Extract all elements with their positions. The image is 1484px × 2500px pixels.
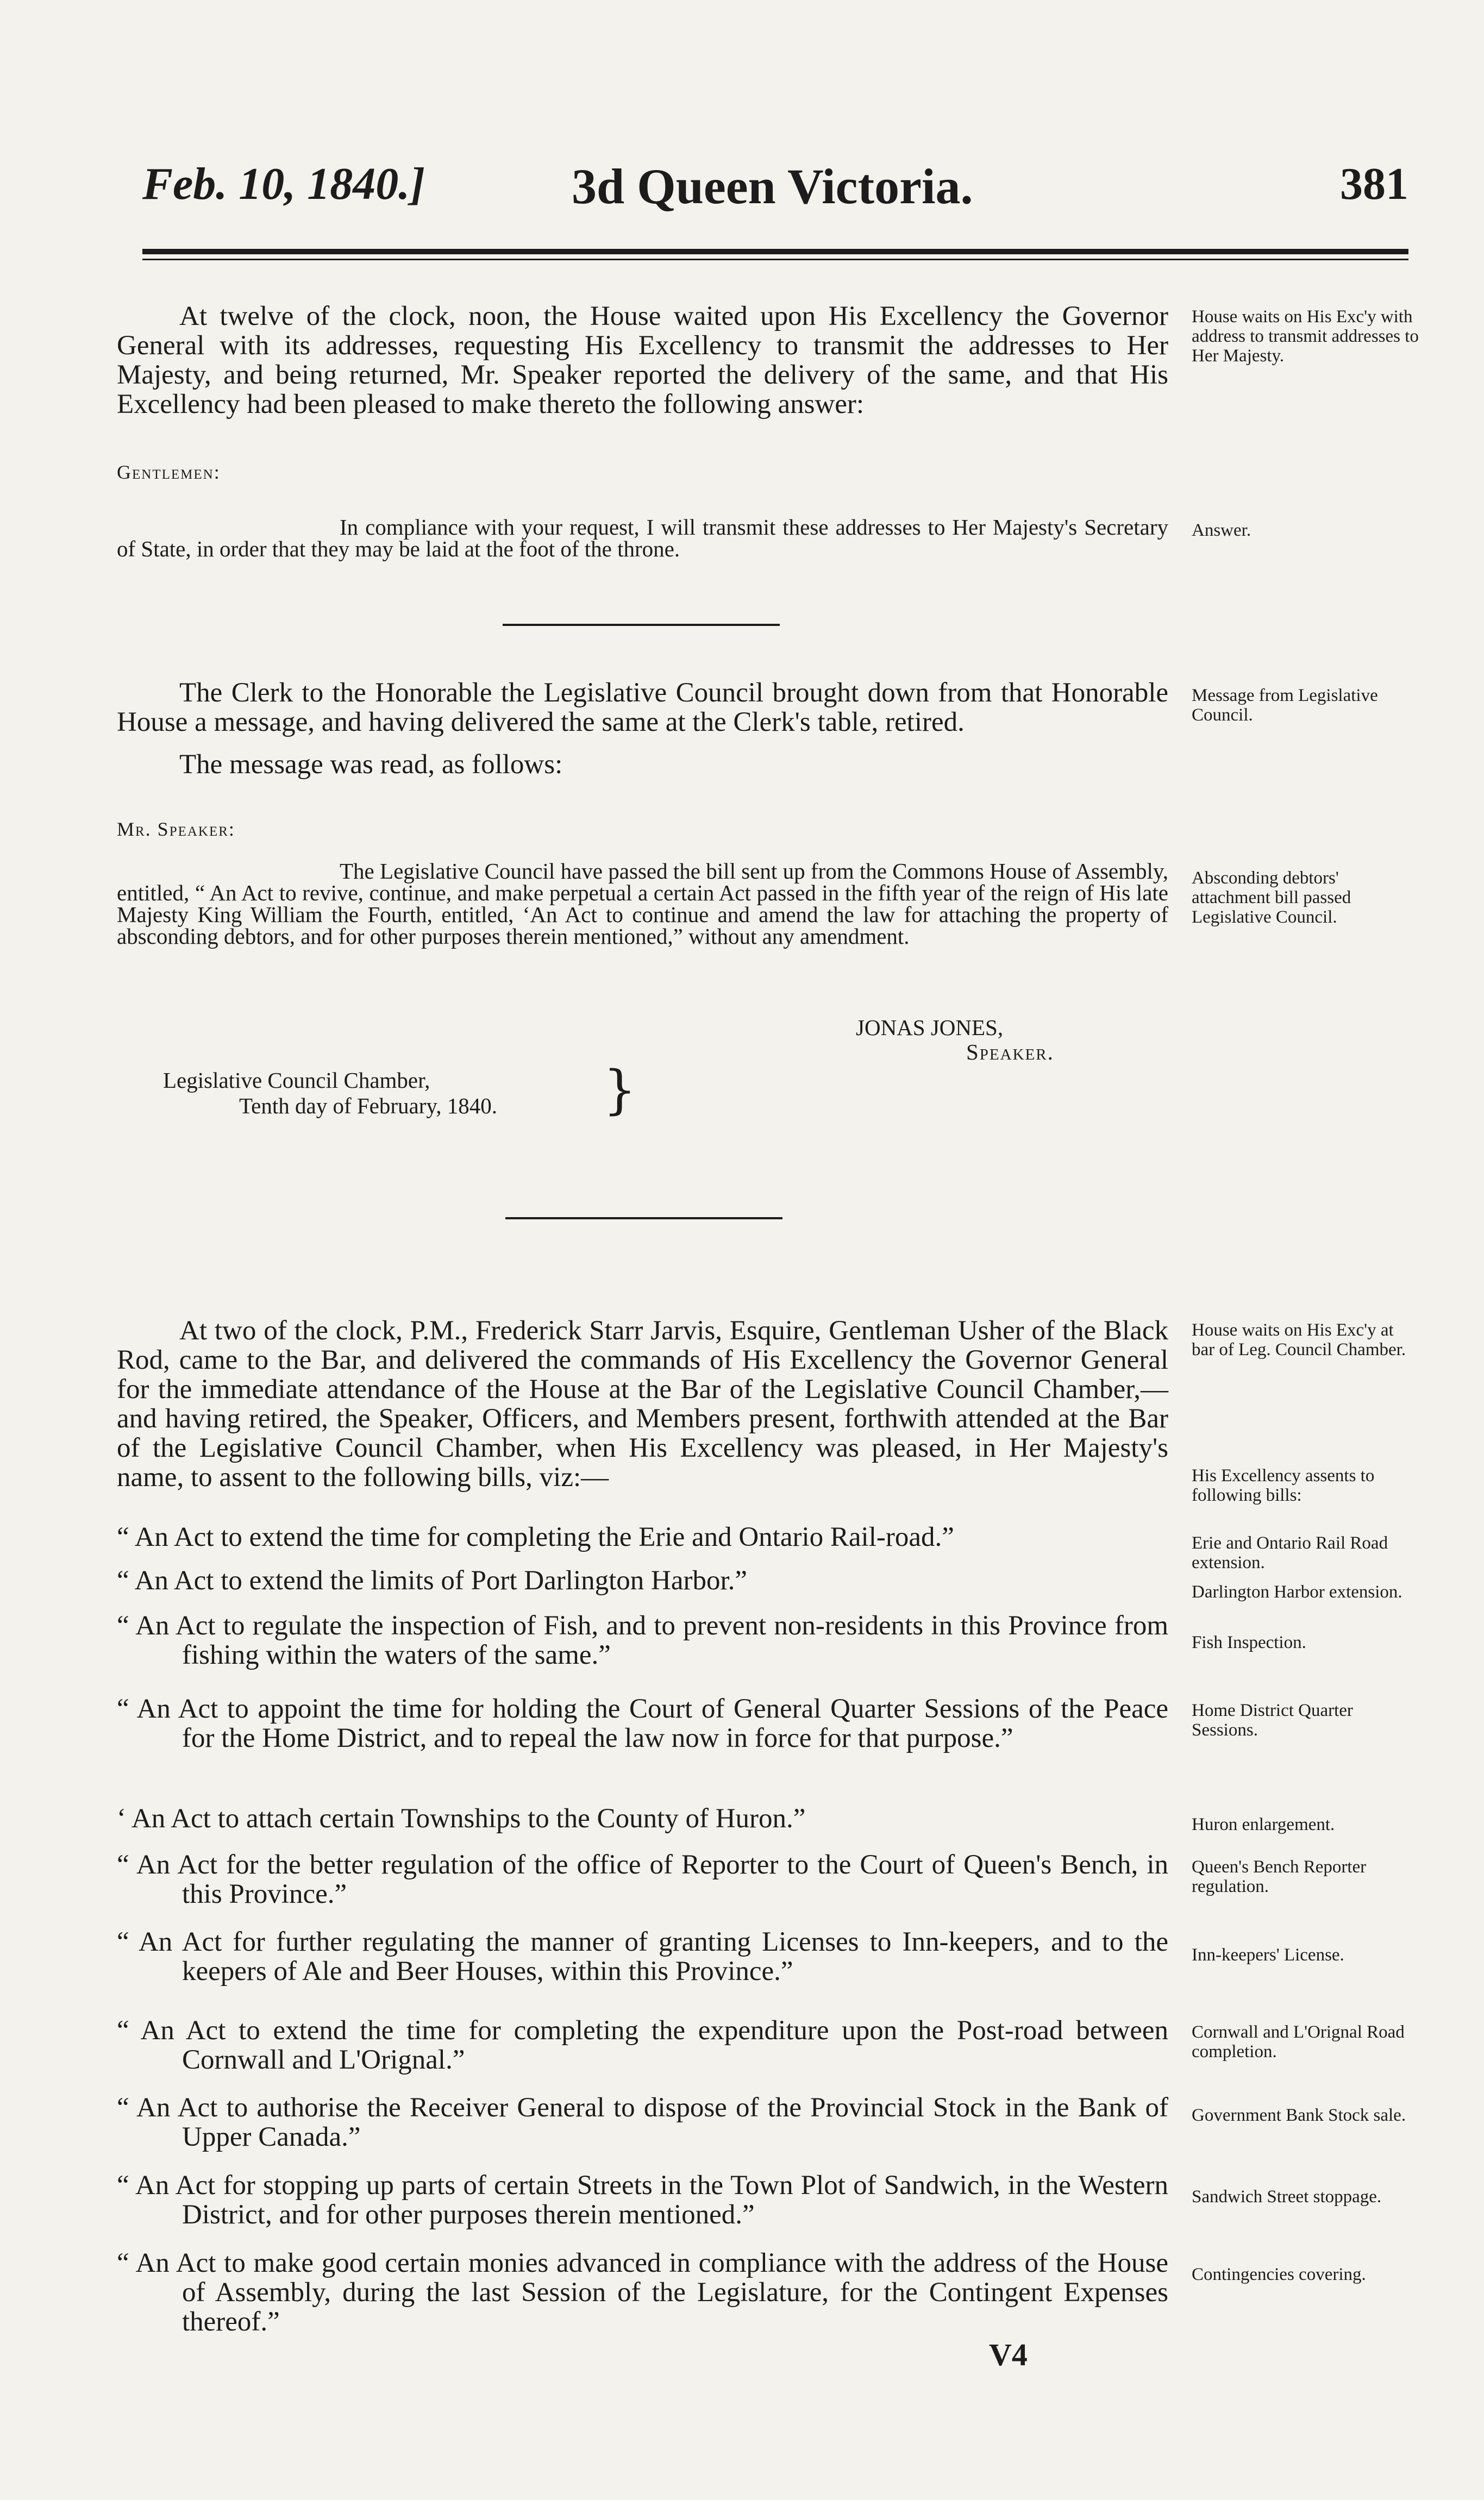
act-item: “ An Act for further regulating the manner of granting Licenses to Inn-keepers, and to the keepers of Ale and Beer Houses, within this Province.” — [117, 1927, 1168, 1987]
governor-answer: In compliance with your request, I will transmit these addresses to Her Majesty's Secretary of State, in order that they may be laid at the foot of the throne. — [117, 515, 1168, 561]
header-date: Feb. 10, 1840.] — [142, 159, 425, 209]
margin-note-assent: His Excellency assents to following bills: — [1192, 1466, 1375, 1505]
act-margin-note: Darlington Harbor extension. — [1192, 1582, 1402, 1602]
salutation-mr-speaker: Mr. Speaker: — [117, 818, 235, 840]
margin-note-absconding: Absconding debtors' attachment bill passed Legislative Council. — [1192, 868, 1351, 927]
signatory-name: JONAS JONES, — [856, 1015, 1004, 1040]
salutation-gentlemen: Gentlemen: — [117, 461, 221, 483]
act-item: “ An Act to regulate the inspection of Fish, and to prevent non-residents in this Province from fishing within the waters of the same.” — [117, 1611, 1168, 1670]
margin-note-answer: Answer. — [1192, 521, 1251, 540]
page-number: 381 — [1340, 159, 1408, 209]
act-item: “ An Act to extend the time for completing the expenditure upon the Post-road between Cornwall and L'Orignal.” — [117, 2015, 1168, 2075]
brace-mark: } — [603, 1060, 637, 1120]
chamber-place: Legislative Council Chamber, — [163, 1068, 430, 1093]
margin-note-black-rod: House waits on His Exc'y at bar of Leg. Council Chamber. — [1192, 1320, 1406, 1359]
act-item: “ An Act for the better regulation of the office of Reporter to the Court of Queen's Bench, in this Province.” — [117, 1850, 1168, 1909]
act-margin-note: Sandwich Street stoppage. — [1192, 2187, 1382, 2207]
act-margin-note: Government Bank Stock sale. — [1192, 2106, 1406, 2125]
page-header — [142, 158, 1408, 217]
header-rule-thin — [142, 259, 1408, 260]
act-item: “ An Act to authorise the Receiver General to dispose of the Provincial Stock in the Bank of Upper Canada.” — [117, 2092, 1168, 2152]
margin-note-message: Message from Legislative Council. — [1192, 686, 1378, 725]
signature-mark: V4 — [989, 2337, 1028, 2372]
act-item: “ An Act to extend the time for completing the Erie and Ontario Rail-road.” — [117, 1522, 954, 1552]
act-margin-note: Contingencies covering. — [1192, 2265, 1366, 2284]
margin-note-address: House waits on His Exc'y with address to transmit addresses to Her Majesty. — [1192, 307, 1419, 366]
section-governor-address — [117, 302, 1168, 419]
act-item: “ An Act to make good certain monies advanced in compliance with the address of the House of Assembly, during the last Session of the Legislature, for the Contingent Expenses thereof.” — [117, 2248, 1168, 2337]
act-margin-note: Huron enlargement. — [1192, 1815, 1335, 1834]
act-item: “ An Act to extend the limits of Port Darlington Harbor.” — [117, 1565, 748, 1596]
section-royal-assent — [117, 1316, 1168, 1492]
act-margin-note: Cornwall and L'Orignal Road completion. — [1192, 2022, 1405, 2062]
act-item: “ An Act for stopping up parts of certain Streets in the Town Plot of Sandwich, in the Western District, and for other purposes therein mentioned.” — [117, 2170, 1168, 2230]
act-margin-note: Fish Inspection. — [1192, 1633, 1306, 1652]
section-divider — [505, 1217, 782, 1219]
act-margin-note: Erie and Ontario Rail Road extension. — [1192, 1533, 1388, 1572]
header-title: 3d Queen Victoria. — [572, 159, 973, 214]
header-rule-thick — [142, 249, 1408, 254]
paragraph-council-message: The Clerk to the Honorable the Legislative Council brought down from that Honorable House a message, and having delivered the same at the Clerk's table, retired. — [117, 678, 1168, 737]
section-council-message — [117, 678, 1168, 737]
act-item: “ An Act to appoint the time for holding the Court of General Quarter Sessions of the Peace for the Home District, and to repeal the law now in force for that purpose.” — [117, 1694, 1168, 1753]
act-item: ‘ An Act to attach certain Townships to the County of Huron.” — [117, 1803, 806, 1834]
council-message-text: The Legislative Council have passed the bill sent up from the Commons House of Assembly, entitled, “ An Act to revive, continue, and make perpetual a certain Act passed in the fifth year of the reign of His late Majesty King William the Fourth, entitled, ‘An Act to continue and amend the law for attaching the property of absconding debtors, and for other purposes therein mentioned,” without any amendment. — [117, 859, 1168, 949]
section-divider — [503, 624, 780, 626]
act-margin-note: Inn-keepers' License. — [1192, 1945, 1344, 1965]
paragraph-governor-address: At twelve of the clock, noon, the House waited upon His Excellency the Governor General with its addresses, requesting His Excellency to transmit the addresses to Her Majesty, and being returned, Mr. Speaker reported the delivery of the same, and that His Excellency had been pleased to make thereto the following answer: — [117, 301, 1168, 419]
act-margin-note: Queen's Bench Reporter regulation. — [1192, 1857, 1367, 1896]
paragraph-royal-assent: At two of the clock, P.M., Frederick Starr Jarvis, Esquire, Gentleman Usher of the Black Rod, came to the Bar, and delivered the commands of His Excellency the Governor General for the immediate attendance of the House at the Bar of the Legislative Council Chamber,—and having retired, the Speaker, Officers, and Members present, forthwith attended at the Bar of the Legislative Council Chamber, when His Excellency was pleased, in Her Majesty's name, to assent to the following bills, viz:— — [117, 1315, 1168, 1493]
chamber-date: Tenth day of February, 1840. — [239, 1093, 497, 1118]
act-margin-note: Home District Quarter Sessions. — [1192, 1701, 1353, 1740]
message-read-line: The message was read, as follows: — [179, 749, 563, 780]
signatory-title: Speaker. — [966, 1039, 1054, 1064]
